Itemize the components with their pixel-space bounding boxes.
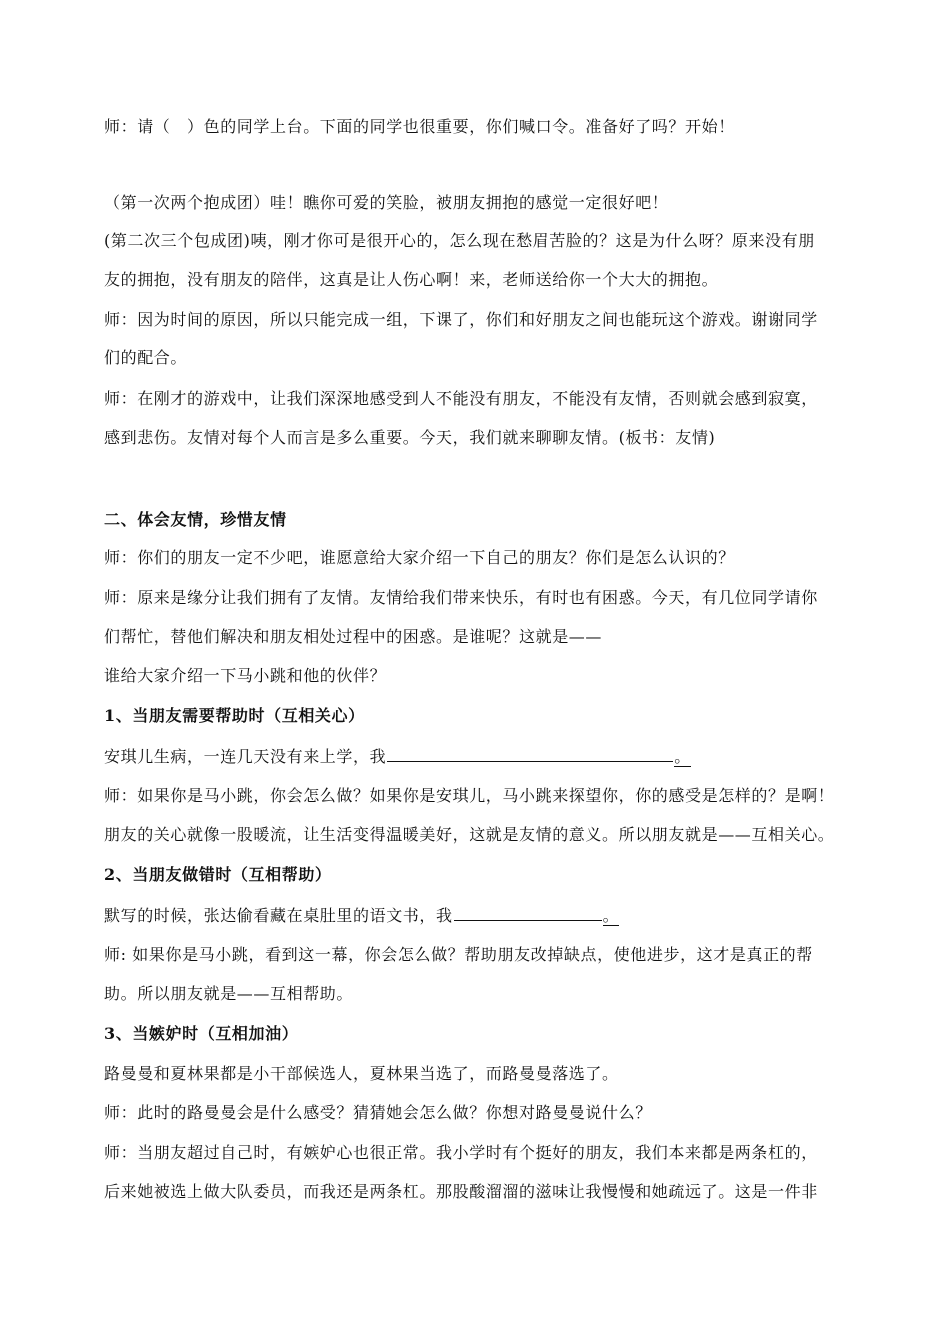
paragraph-line: 们的配合。 — [104, 348, 188, 367]
paragraph-line: 感到悲伤。友情对每个人而言是多么重要。今天，我们就来聊聊友情。(板书：友情) — [104, 428, 716, 447]
blank-end-punctuation: 。 — [602, 906, 620, 925]
paragraph-line: 后来她被选上做大队委员，而我还是两条杠。那股酸溜溜的滋味让我慢慢和她疏远了。这是一件非 — [104, 1182, 818, 1201]
blank-end-punctuation: 。 — [674, 747, 691, 766]
paragraph-line: 朋友的关心就像一股暖流，让生活变得温暖美好，这就是友情的意义。所以朋友就是——互相关心。 — [104, 825, 835, 844]
paragraph-line: 师：在刚才的游戏中，让我们深深地感受到人不能没有朋友，不能没有友情，否则就会感到寂寞， — [104, 389, 818, 408]
answer-blank[interactable] — [454, 904, 602, 921]
paragraph-line: 师：此时的路曼曼会是什么感受？猜猜她会怎么做？你想对路曼曼说什么？ — [104, 1103, 652, 1122]
paragraph-line: 友的拥抱，没有朋友的陪伴，这真是让人伤心啊！来，老师送给你一个大大的拥抱。 — [104, 270, 719, 289]
paragraph-line: 师：因为时间的原因，所以只能完成一组，下课了，你们和好朋友之间也能玩这个游戏。谢谢同学 — [104, 310, 818, 329]
prompt-text: 安琪儿生病，一连几天没有来上学，我 — [104, 747, 387, 766]
paragraph-line: 们帮忙，替他们解决和朋友相处过程中的困惑。是谁呢？这就是—— — [104, 627, 603, 646]
paragraph-line: 师：原来是缘分让我们拥有了友情。友情给我们带来快乐，有时也有困惑。今天，有几位同学请你 — [104, 588, 818, 607]
prompt-text: 默写的时候，张达偷看藏在桌肚里的语文书，我 — [104, 906, 453, 925]
fill-blank-line — [104, 745, 856, 768]
paragraph-line: （第一次两个抱成团）哇！瞧你可爱的笑脸，被朋友拥抱的感觉一定很好吧！ — [104, 193, 669, 212]
paragraph-line: 师：当朋友超过自己时，有嫉妒心也很正常。我小学时有个挺好的朋友，我们本来都是两条杠的， — [104, 1143, 818, 1162]
paragraph-line: 谁给大家介绍一下马小跳和他的伙伴？ — [104, 666, 387, 685]
subsection-heading: 1、当朋友需要帮助时（互相关心） — [104, 706, 365, 725]
paragraph-line: 师: 如果你是马小跳，看到这一幕，你会怎么做？帮助朋友改掉缺点，使他进步，这才是真正的帮 — [104, 945, 813, 964]
paragraph-line: 路曼曼和夏林果都是小干部候选人，夏林果当选了，而路曼曼落选了。 — [104, 1064, 619, 1083]
paragraph-line: 师：如果你是马小跳，你会怎么做？如果你是安琪儿，马小跳来探望你，你的感受是怎样的？是啊！ — [104, 786, 835, 805]
section-heading: 二、体会友情，珍惜友情 — [104, 510, 287, 529]
paragraph-line: (第二次三个包成团)咦，刚才你可是很开心的，怎么现在愁眉苦脸的？这是为什么呀？原来没有朋 — [104, 231, 815, 250]
paragraph-line: 助。所以朋友就是——互相帮助。 — [104, 984, 354, 1003]
subsection-heading: 2、当朋友做错时（互相帮助） — [104, 865, 332, 884]
answer-blank[interactable] — [387, 745, 673, 762]
paragraph-line: 师：你们的朋友一定不少吧，谁愿意给大家介绍一下自己的朋友？你们是怎么认识的？ — [104, 548, 735, 567]
paragraph-line: 师：请（ ）色的同学上台。下面的同学也很重要，你们喊口令。准备好了吗？开始！ — [104, 117, 735, 136]
subsection-heading: 3、当嫉妒时（互相加油） — [104, 1024, 299, 1043]
fill-blank-line — [104, 904, 856, 927]
